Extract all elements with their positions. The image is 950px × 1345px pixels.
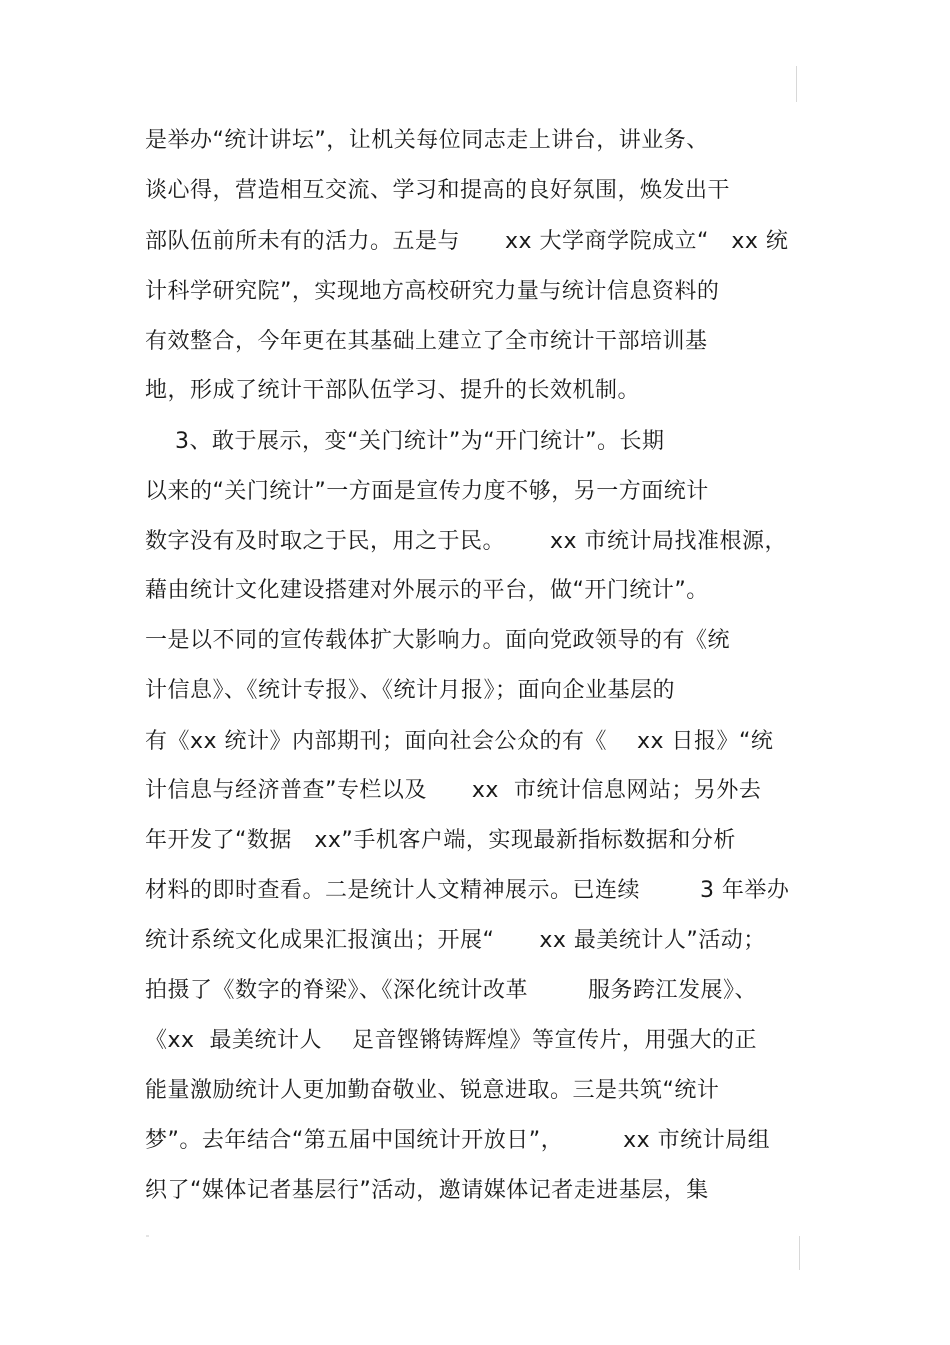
text-line: 《xx 最美统计人 足音铿锵铸辉煌》等宣传片，用强大的正: [145, 1028, 757, 1053]
section-heading-line: 3、敢于展示，变“关门统计”为“开门统计”。长期: [145, 429, 665, 454]
text-line: 计信息》、《统计专报》、《统计月报》；面向企业基层的: [145, 678, 676, 703]
text-line: 藉由统计文化建设搭建对外展示的平台，做“开门统计”。: [145, 578, 709, 603]
text-line: 是举办“统计讲坛”，让机关每位同志走上讲台，讲业务、: [145, 128, 709, 153]
text-line: 统计系统文化成果汇报演出；开展“ xx 最美统计人”活动；: [145, 928, 766, 953]
text-line: 地，形成了统计干部队伍学习、提升的长效机制。: [145, 378, 641, 403]
text-line: 计信息与经济普查”专栏以及 xx 市统计信息网站；另外去: [145, 778, 762, 803]
text-line: 谈心得，营造相互交流、学习和提高的良好氛围，焕发出干: [145, 178, 731, 203]
text-line: 织了“媒体记者基层行”活动，邀请媒体记者走进基层，集: [145, 1178, 709, 1203]
text-line: 有效整合，今年更在其基础上建立了全市统计干部培训基: [145, 329, 708, 354]
text-line: 年开发了“数据 xx”手机客户端，实现最新指标数据和分析: [145, 828, 736, 853]
text-line: 拍摄了《数字的脊梁》、《深化统计改革 服务跨江发展》、: [145, 978, 757, 1003]
page-margin-mark-top: [796, 66, 797, 102]
page-margin-mark-bottom: [799, 1236, 800, 1270]
page-corner-dot: [146, 1235, 149, 1237]
text-line: 梦”。去年结合“第五届中国统计开放日”， xx 市统计局组: [145, 1128, 771, 1153]
text-line: 能量激励统计人更加勤奋敬业、锐意进取。三是共筑“统计: [145, 1078, 720, 1103]
text-line: 有《xx 统计》内部期刊；面向社会公众的有《 xx 日报》“统: [145, 729, 774, 754]
text-line: 一是以不同的宣传载体扩大影响力。面向党政领导的有《统: [145, 628, 731, 653]
text-line: 计科学研究院”，实现地方高校研究力量与统计信息资料的: [145, 279, 720, 304]
text-line: 部队伍前所未有的活力。五是与 xx 大学商学院成立“ xx 统: [145, 229, 789, 254]
text-line: 材料的即时查看。二是统计人文精神展示。已连续 3 年举办: [145, 878, 790, 903]
text-line: 以来的“关门统计”一方面是宣传力度不够，另一方面统计: [145, 479, 709, 504]
text-line: 数字没有及时取之于民，用之于民。 xx 市统计局找准根源，: [145, 529, 787, 554]
